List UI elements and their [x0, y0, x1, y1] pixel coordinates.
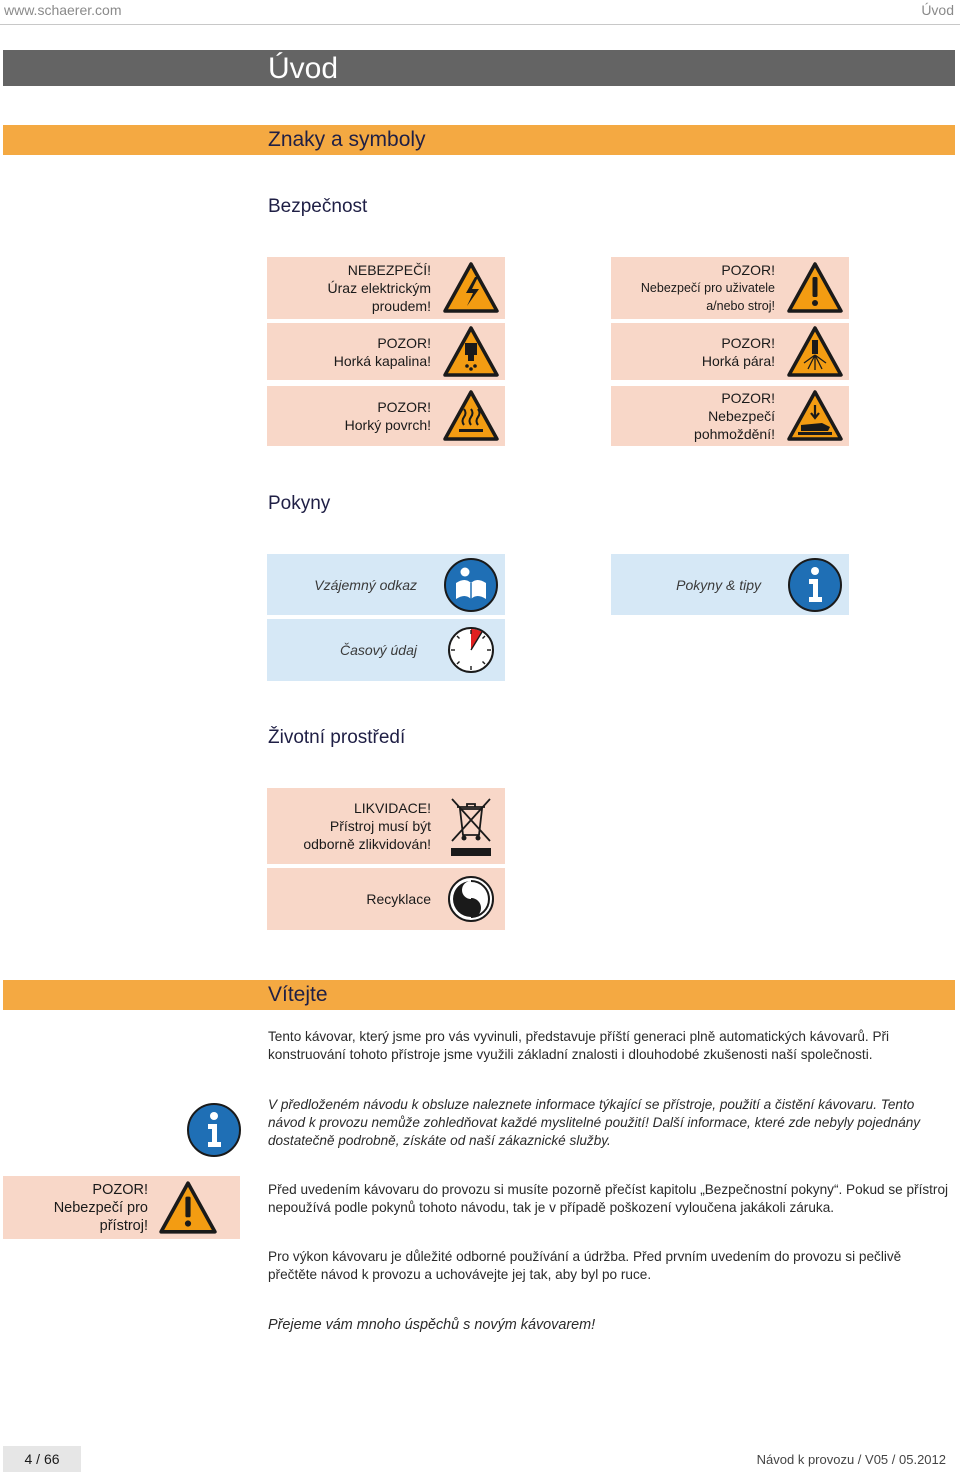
warning-text: Úraz elektrickým: [327, 280, 431, 296]
section-bar-welcome: [3, 980, 955, 1010]
chapter-title-bar: [3, 50, 955, 86]
warning-label: POZOR!: [721, 334, 775, 351]
crush-hazard-warning-icon: [781, 386, 849, 446]
warning-text: Horká kapalina!: [333, 352, 431, 369]
disposal-text: odborně zlikvidován!: [303, 836, 431, 852]
warning-card-hot-surface: [267, 386, 505, 446]
page-number: 4 / 66: [24, 1451, 60, 1467]
warning-card-electric: [267, 257, 505, 319]
info-icon: [781, 554, 849, 615]
info-note-paragraph: V předloženém návodu k obsluze naleznete informace týkající se přístroje, použití a čistění kávovaru. Tento návod k provozu nemůže zohledňovat každé myslitelné použití! Další informace, které zde nebyly pojednány dostatečně podrobně, získáte od naší zákaznické služby.: [268, 1097, 921, 1148]
subheading-environment: Životní prostředí: [268, 727, 406, 748]
header-section-name: Úvod: [921, 2, 954, 18]
warning-text: přístroj!: [99, 1217, 148, 1234]
welcome-intro-paragraph: Tento kávovar, který jsme pro vás vyvinuli, představuje příští generaci plně automatických kávovarů. Při konstruování tohoto přístroje jsme využili základní znalosti i dlouhodobé zkušenosti naší společnosti.: [268, 1029, 890, 1062]
crossed-bin-disposal-icon: [437, 788, 505, 864]
chapter-title: Úvod: [268, 52, 339, 85]
disposal-text: Přístroj musí být: [329, 818, 431, 834]
document-version: Návod k provozu / V05 / 05.2012: [756, 1452, 946, 1467]
header-divider: [0, 24, 960, 25]
hot-steam-warning-icon: [781, 323, 849, 380]
warning-text: Nebezpečí: [708, 408, 775, 424]
warning-text: pohmoždění!: [694, 426, 775, 442]
subheading-instructions: Pokyny: [268, 493, 331, 514]
disposal-card: [267, 788, 505, 864]
recycling-label: Recyklace: [366, 891, 431, 907]
info-card-tips: [611, 554, 849, 615]
warning-label: POZOR!: [721, 262, 775, 278]
recycling-card: [267, 868, 505, 930]
website-url[interactable]: www.schaerer.com: [4, 2, 122, 18]
section-title-welcome: Vítejte: [268, 983, 328, 1006]
warning-text: a/nebo stroj!: [706, 299, 775, 313]
warning-text: Horký povrch!: [344, 417, 431, 433]
warning-card-hot-liquid: [267, 323, 505, 380]
time-label: Časový údaj: [339, 642, 417, 658]
general-warning-icon: [158, 1176, 240, 1239]
section-bar-signs: [3, 125, 955, 155]
warning-card-hot-steam: [611, 323, 849, 380]
warning-label: POZOR!: [92, 1181, 148, 1198]
hot-surface-warning-icon: [437, 386, 505, 446]
general-warning-icon: [781, 257, 849, 319]
usage-paragraph: Pro výkon kávovaru je důležité odborné používání a údržba. Před prvním uvedením do provozu si pečlivě přečtěte návod k provozu a uchovávejte jej tak, aby byl po ruce.: [268, 1249, 902, 1282]
device-warning-card: [3, 1176, 240, 1239]
warning-label: NEBEZPEČÍ!: [347, 262, 431, 278]
disposal-label: LIKVIDACE!: [353, 800, 431, 816]
hot-liquid-warning-icon: [437, 323, 505, 380]
warning-text: proudem!: [371, 298, 431, 314]
warning-text: Nebezpečí pro: [53, 1199, 148, 1216]
info-card-cross-reference: [267, 554, 505, 615]
warning-card-crush: [611, 386, 849, 446]
warning-label: POZOR!: [377, 399, 431, 415]
tips-label: Pokyny & tipy: [676, 576, 761, 593]
electric-shock-warning-icon: [437, 257, 505, 319]
green-dot-recycling-icon: [437, 868, 505, 930]
info-icon: [186, 1102, 242, 1163]
subheading-safety: Bezpečnost: [268, 196, 368, 217]
section-title-signs: Znaky a symboly: [268, 128, 426, 151]
closing-paragraph: Přejeme vám mnoho úspěchů s novým kávovarem!: [268, 1317, 596, 1333]
warning-paragraph: Před uvedením kávovaru do provozu si musíte pozorně přečíst kapitolu „Bezpečnostní pokyny“. Pokud se přístroj nepoužívá podle pokynů tohoto návodu, tak je v případě poškození vyloučena jakákoli záruka.: [268, 1182, 949, 1215]
warning-card-general: [611, 257, 849, 319]
warning-text: Nebezpečí pro uživatele: [640, 281, 775, 295]
warning-label: POZOR!: [377, 334, 431, 351]
info-card-time: [267, 619, 505, 681]
stopwatch-icon: [437, 619, 505, 681]
cross-reference-book-icon: [437, 554, 505, 615]
warning-label: POZOR!: [721, 390, 775, 406]
warning-text: Horká pára!: [701, 352, 775, 369]
cross-reference-label: Vzájemný odkaz: [314, 576, 417, 593]
